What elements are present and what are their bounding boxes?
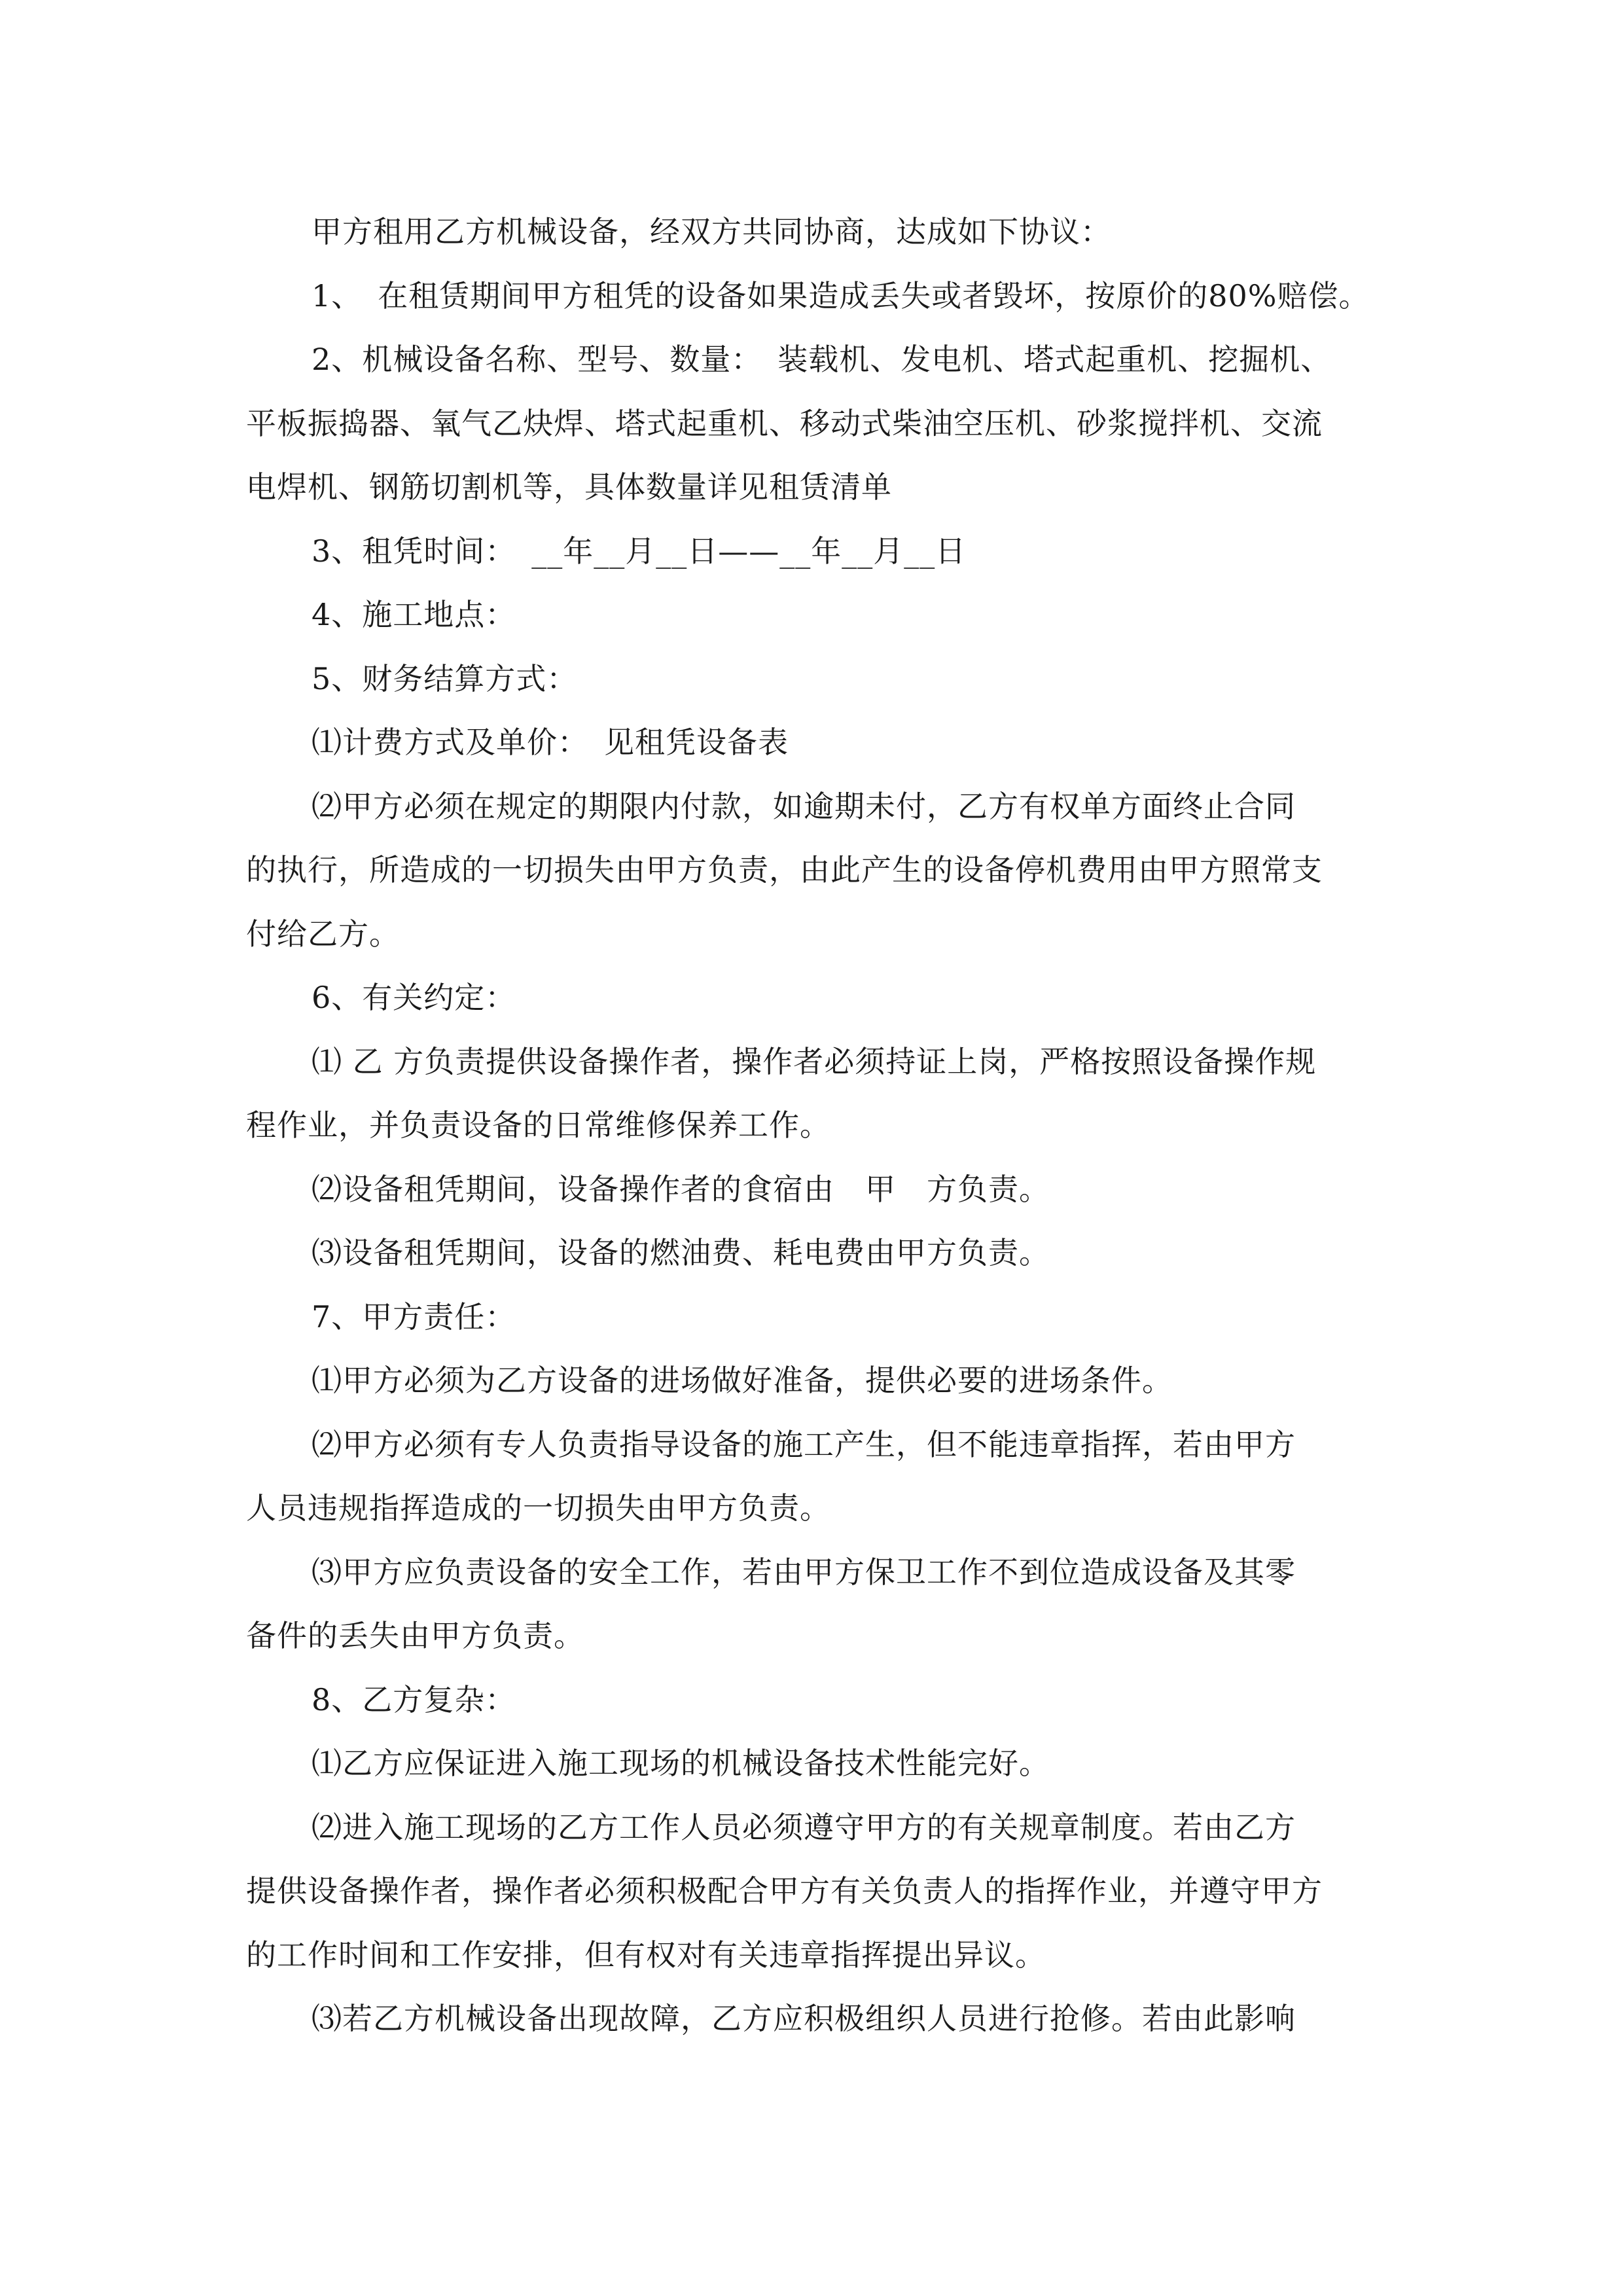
text-line: ⑵设备租凭期间，设备操作者的食宿由 甲 方负责。 (312, 1171, 1050, 1207)
text-line: 的工作时间和工作安排，但有权对有关违章指挥提出异议。 (246, 1937, 1046, 1973)
text-line: 3、租凭时间： __年__月__日——__年__月__日 (312, 533, 967, 569)
text-line: 程作业，并负责设备的日常维修保养工作。 (246, 1107, 830, 1143)
text-line: 付给乙方。 (246, 916, 400, 952)
text-line: ⑶设备租凭期间，设备的燃油费、耗电费由甲方负责。 (312, 1235, 1050, 1270)
contract-body (246, 200, 1385, 2051)
text-line: 4、施工地点： (312, 597, 516, 632)
text-line: 8、乙方复杂： (312, 1681, 516, 1717)
text-line: ⑶若乙方机械设备出现故障，乙方应积极组织人员进行抢修。若由此影响 (312, 2001, 1296, 2036)
text-line: 的执行，所造成的一切损失由甲方负责，由此产生的设备停机费用由甲方照常支 (246, 852, 1323, 888)
text-line: ⑴ 乙 方负责提供设备操作者，操作者必须持证上岗，严格按照设备操作规 (312, 1043, 1317, 1079)
text-line: 1、 在租赁期间甲方租凭的设备如果造成丢失或者毁坏，按原价的80%赔偿。 (312, 278, 1370, 314)
text-line: ⑶甲方应负责设备的安全工作，若由甲方保卫工作不到位造成设备及其零 (312, 1554, 1296, 1590)
text-line: ⑴甲方必须为乙方设备的进场做好准备，提供必要的进场条件。 (312, 1363, 1173, 1398)
text-line: ⑴计费方式及单价： 见租凭设备表 (312, 725, 789, 760)
text-line: 6、有关约定： (312, 980, 516, 1015)
text-line: ⑵进入施工现场的乙方工作人员必须遵守甲方的有关规章制度。若由乙方 (312, 1809, 1296, 1845)
text-line: ⑴乙方应保证进入施工现场的机械设备技术性能完好。 (312, 1746, 1050, 1781)
text-line: 提供设备操作者，操作者必须积极配合甲方有关负责人的指挥作业，并遵守甲方 (246, 1873, 1323, 1909)
text-line: ⑵甲方必须有专人负责指导设备的施工产生，但不能违章指挥，若由甲方 (312, 1426, 1296, 1462)
text-line: 甲方租用乙方机械设备，经双方共同协商，达成如下协议： (312, 214, 1111, 249)
text-line: 5、财务结算方式： (312, 660, 578, 696)
text-line: 电焊机、钢筋切割机等，具体数量详见租赁清单 (246, 469, 892, 505)
text-line: ⑵甲方必须在规定的期限内付款，如逾期未付，乙方有权单方面终止合同 (312, 788, 1296, 824)
text-line: 人员违规指挥造成的一切损失由甲方负责。 (246, 1490, 830, 1526)
text-line: 平板振捣器、氧气乙炔焊、塔式起重机、移动式柴油空压机、砂浆搅拌机、交流 (246, 405, 1323, 441)
text-line: 7、甲方责任： (312, 1299, 516, 1335)
text-line: 2、机械设备名称、型号、数量： 装载机、发电机、塔式起重机、挖掘机、 (312, 342, 1332, 377)
text-line: 备件的丢失由甲方负责。 (246, 1618, 584, 1653)
